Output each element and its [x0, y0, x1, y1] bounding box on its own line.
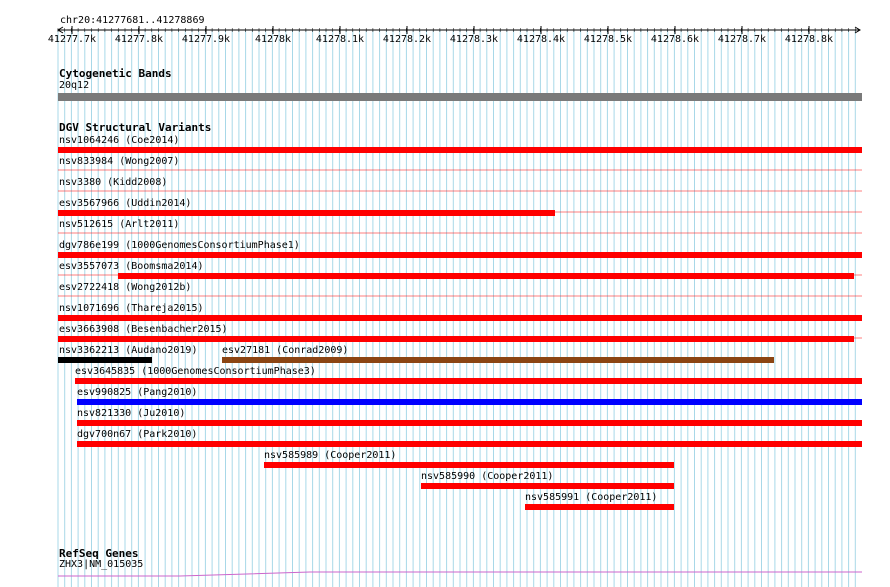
dgv-feature-label: nsv512615 (Arlt2011) — [59, 219, 180, 230]
cytoband-label: 20q12 — [59, 80, 90, 91]
dgv-feature-bar[interactable] — [58, 336, 854, 342]
dgv-feature-label: esv3567966 (Uddin2014) — [59, 198, 192, 209]
cytoband-track-title[interactable]: Cytogenetic Bands — [59, 67, 172, 80]
dgv-feature-bar[interactable] — [118, 273, 854, 279]
dgv-feature-bar[interactable] — [58, 210, 555, 216]
dgv-feature-bar[interactable] — [222, 357, 774, 363]
dgv-feature-bar[interactable] — [75, 378, 862, 384]
ruler-tick-label: 41278.5k — [583, 34, 633, 45]
dgv-feature-label: esv3645835 (1000GenomesConsortiumPhase3) — [75, 366, 316, 377]
dgv-feature-label: nsv585991 (Cooper2011) — [525, 492, 658, 503]
ruler-tick-label: 41278k — [254, 34, 292, 45]
dgv-feature-bar[interactable] — [58, 315, 862, 321]
cytoband-feature[interactable] — [58, 93, 862, 101]
dgv-feature-label: nsv585989 (Cooper2011) — [264, 450, 397, 461]
ruler-tick-label: 41277.9k — [181, 34, 231, 45]
dgv-feature-label: esv990825 (Pang2010) — [77, 387, 198, 398]
refseq-gene-label: ZHX3|NM_015035 — [59, 559, 144, 570]
ruler-tick-label: 41278.1k — [315, 34, 365, 45]
dgv-feature-bar[interactable] — [421, 483, 674, 489]
dgv-track-title[interactable]: DGV Structural Variants — [59, 121, 212, 134]
ruler-tick-label: 41278.3k — [449, 34, 499, 45]
dgv-feature-label: esv27181 (Conrad2009) — [222, 345, 349, 356]
ruler-tick-label: 41277.7k — [47, 34, 97, 45]
dgv-feature-bar[interactable] — [77, 420, 862, 426]
dgv-feature-label: dgv786e199 (1000GenomesConsortiumPhase1) — [59, 240, 300, 251]
dgv-feature-label: esv2722418 (Wong2012b) — [59, 282, 192, 293]
refseq-gene-feature[interactable] — [0, 568, 890, 578]
dgv-feature-label: nsv1064246 (Coe2014) — [59, 135, 180, 146]
dgv-feature-label: nsv585990 (Cooper2011) — [421, 471, 554, 482]
dgv-feature-label: nsv3380 (Kidd2008) — [59, 177, 168, 188]
dgv-feature-bar[interactable] — [525, 504, 674, 510]
dgv-feature-bar[interactable] — [264, 462, 674, 468]
dgv-feature-label: esv3557073 (Boomsma2014) — [59, 261, 204, 272]
dgv-feature-label: esv3663908 (Besenbacher2015) — [59, 324, 228, 335]
refseq-track-title[interactable]: RefSeq Genes — [59, 547, 139, 560]
location-label: chr20:41277681..41278869 — [60, 15, 205, 26]
dgv-feature-bar[interactable] — [77, 441, 862, 447]
ruler-tick-label: 41278.4k — [516, 34, 566, 45]
dgv-feature-label: nsv821330 (Ju2010) — [77, 408, 186, 419]
dgv-feature-bar[interactable] — [77, 399, 862, 405]
dgv-feature-label: dgv700n67 (Park2010) — [77, 429, 198, 440]
ruler-tick-label: 41278.8k — [784, 34, 834, 45]
dgv-feature-label: nsv1071696 (Thareja2015) — [59, 303, 204, 314]
dgv-feature-label: nsv833984 (Wong2007) — [59, 156, 180, 167]
ruler-tick-label: 41278.6k — [650, 34, 700, 45]
dgv-feature-bar[interactable] — [58, 357, 152, 363]
ruler-tick-label: 41278.7k — [717, 34, 767, 45]
dgv-feature-label: nsv3362213 (Audano2019) — [59, 345, 198, 356]
dgv-feature-bar[interactable] — [58, 252, 862, 258]
ruler-tick-label: 41277.8k — [114, 34, 164, 45]
dgv-feature-bar[interactable] — [58, 147, 862, 153]
ruler-tick-label: 41278.2k — [382, 34, 432, 45]
